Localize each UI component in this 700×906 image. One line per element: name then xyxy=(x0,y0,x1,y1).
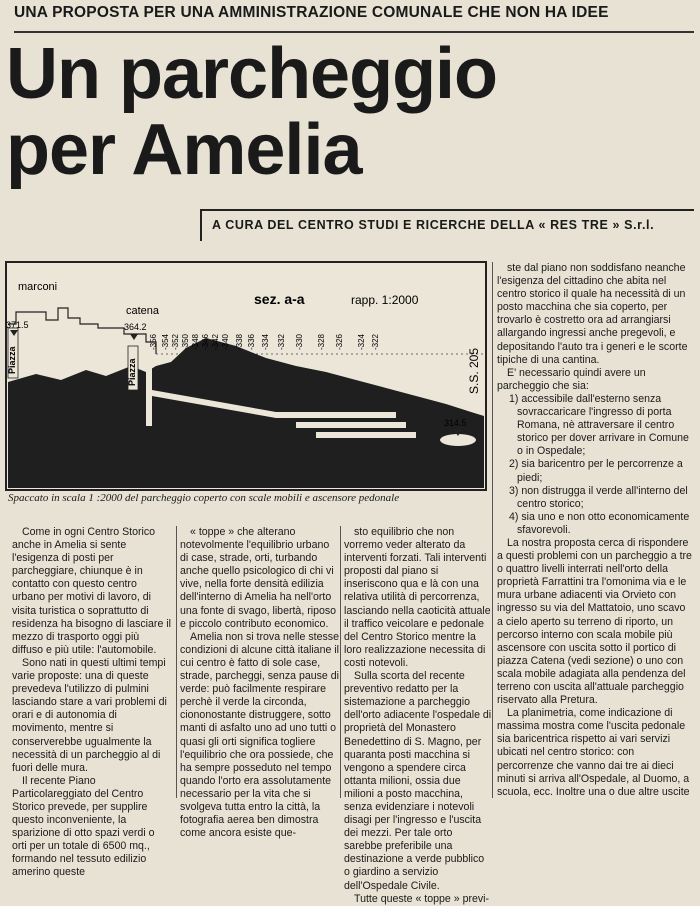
article-headline xyxy=(6,36,666,188)
article-kicker: UNA PROPOSTA PER UNA AMMINISTRAZIONE COMUNALE CHE NON HA IDEE xyxy=(14,4,609,21)
piazza-catena-label: Piazza xyxy=(127,358,137,386)
paragraph: Tutte queste « toppe » previ- xyxy=(354,892,490,905)
figure-caption: Spaccato in scala 1 :2000 del parcheggio coperto con scale mobili e ascensore pedonale xyxy=(8,492,400,504)
scale-label: rapp. 1:2000 xyxy=(351,293,419,307)
lift-shaft xyxy=(146,356,152,426)
contour-label: -326 xyxy=(335,333,344,350)
column-divider-right xyxy=(492,262,493,798)
road-label: S.S. 205 xyxy=(467,347,481,394)
contour-label: -356 xyxy=(149,333,158,350)
place-catena: catena xyxy=(126,305,160,317)
paragraph: La planimetria, come indicazione di massima mostra come l'uscita pedonale sia baricentrica rispetto ai vari servizi ubicati nel centro storico: con percorrenze che vanno dai tre ai dieci minuti si arriva all'Ospedale, al Duomo, a scuola, ecc. Inoltre una o due altre uscite xyxy=(497,707,690,798)
contour-label: -330 xyxy=(295,333,304,350)
article-column-right xyxy=(497,262,693,799)
section-label: sez. a-a xyxy=(254,291,305,307)
contour-label: -350 xyxy=(181,333,190,350)
elevation-ss205: 314.5 xyxy=(444,418,467,428)
contour-label: -334 xyxy=(261,333,270,350)
paragraph: 2) sia baricentro per le percorrenze a piedi; xyxy=(509,458,683,484)
contour-label: -342 xyxy=(211,333,220,350)
paragraph: Amelia non si trova nelle stesse condizioni di alcune città italiane il cui centro è fatto di sole case, strade, parcheggi, senza pause di verde: può facilmente respirare perchè il verde la circonda, ciononostante distruggere, sotto manti di asfalto uno ad uno tutti o quasi gli orti significa togliere l'equilibrio che ora possiede, che ha sempre posseduto nel tempo quando l'orto era assolutamente necessario per la vita che si svolgeva tutta entro la città, la fotografia aerea ben dimostra come ancora esiste que- xyxy=(180,630,340,840)
kicker-rule xyxy=(14,31,694,33)
contour-label: -346 xyxy=(201,333,210,350)
paragraph: 1) accessibile dall'esterno senza sovraccaricare l'ingresso di porta Romana, nè attraversare il centro storico per dover arrivare in Comune o in Ospedale; xyxy=(509,392,689,458)
contour-label: -338 xyxy=(235,333,244,350)
paragraph: La nostra proposta cerca di rispondere a questi problemi con un parcheggio a tre o quattro livelli interrati nell'orto della proprietà Farrattini tra l'omonima via e le mura urbane adiacenti via Orvieto con ingresso su via del Mattatoio, uno scavo a cielo aperto su terreno di riporto, un percorso interno con scala mobile più ascensore con uscita sotto il portico di piazza Catena (vedi sezione) o uno con scala mobile adagiata alla pendenza del terreno con uscita all'attuale parcheggio riservato alla Pretura. xyxy=(497,536,692,707)
place-marconi: marconi xyxy=(18,281,58,293)
parking-level-1 xyxy=(276,412,396,418)
paragraph: Sulla scorta del recente preventivo redatto per la sistemazione a parcheggio dell'orto adiacente l'ospedale di proprietà del Monastero Benedettino di S. Magno, per quaranta posti macchina si vengono a spendere circa ottanta milioni, ossia due milioni a posto macchina, senza evidenziare i notevoli disagi per l'ingresso e l'uscita dei mezzi. Per tale orto sarebbe preferibile una destinazione a verde pubblico o giardino a servizio dell'Ospedale Civile. xyxy=(344,670,492,892)
article-byline: A CURA DEL CENTRO STUDI E RICERCHE DELLA « RES TRE » S.r.l. xyxy=(212,218,655,232)
piazza-marconi-label: Piazza xyxy=(7,346,17,374)
paragraph: 4) sia uno e non otto economicamente sfavorevoli. xyxy=(509,510,690,536)
paragraph: sto equilibrio che non vorremo veder alterato da interventi forzati. Tali interventi proposti dal piano si inseriscono qua e là con una relativa utilità di percorrenza, lasciando nella caoticità attuale il traffico veicolare e pedonale del Centro Storico mentre la loro realizzazione necessita di costi notevoli. xyxy=(344,526,491,669)
contour-label: -348 xyxy=(191,333,200,350)
contour-label: -322 xyxy=(371,333,380,350)
elevation-catena: 364.2 xyxy=(124,322,147,332)
contour-label: -332 xyxy=(277,333,286,350)
contour-label: -340 xyxy=(221,333,230,350)
paragraph: Sono nati in questi ultimi tempi varie proposte: una di queste prevedeva l'utilizzo di pulmini lasciando stare a vari problemi di orari e di autonomia di movimento, mentre si conserverebbe ugualmente la necessità di un parcheggio al di fuori delle mura. xyxy=(12,656,167,774)
column-divider-2 xyxy=(340,526,341,798)
article-column-2 xyxy=(180,526,340,840)
parking-level-3 xyxy=(316,432,416,438)
contour-label: -352 xyxy=(171,333,180,350)
contour-label: -324 xyxy=(357,333,366,350)
paragraph: Il recente Piano Particolareggiato del Centro Storico prevede, per supplire questo inconveniente, la sparizione di otto spazi verdi o orti per un totale di 6500 mq., formando nel tessuto edilizio amerino queste xyxy=(12,774,155,879)
paragraph: « toppe » che alterano notevolmente l'equilibrio urbano di case, strade, orti, turbando anche quello psicologico di chi vi vive, nella forte densità edilizia dell'interno di Amelia ha nell'orto una fonte di svago, libertà, riposo e piccolo contributo economico. xyxy=(180,526,337,630)
paragraph: E' necessario quindi avere un parcheggio che sia: xyxy=(497,366,646,392)
article-column-3 xyxy=(344,526,492,906)
paragraph: 3) non distrugga il verde all'interno del centro storico; xyxy=(509,484,688,510)
section-figure xyxy=(6,262,486,490)
paragraph: ste dal piano non soddisfano neanche l'esigenza del cittadino che abita nel centro storico il quale ha necessità di un posto macchina che sia coperto, per trovarlo è costretto ora ad arrangiarsi allargando ingressi anche pregevoli, e depositando l'auto tra i generi e le scorte tipiche di una cantina. xyxy=(497,262,688,366)
article-column-1 xyxy=(12,526,172,880)
column-divider-1 xyxy=(176,526,177,798)
contour-label: -336 xyxy=(247,333,256,350)
contour-label: -354 xyxy=(161,333,170,350)
headline-line-1: Un parcheggio xyxy=(6,34,498,114)
contour-label: -328 xyxy=(317,333,326,350)
elevation-marconi: 371.5 xyxy=(6,320,29,330)
headline-line-2: per Amelia xyxy=(6,110,362,190)
parking-level-2 xyxy=(296,422,406,428)
paragraph: Come in ogni Centro Storico anche in Amelia si sente l'esigenza di posti per parcheggiare, chiunque è in contatto con questo centro urbano per motivi di lavoro, di visita turistica o soprattutto di residenza ha bisogno di lasciare il mezzo di trasporto oggi più diffuso e più utile: l'automobile. xyxy=(12,526,171,656)
section-drawing xyxy=(6,262,486,490)
